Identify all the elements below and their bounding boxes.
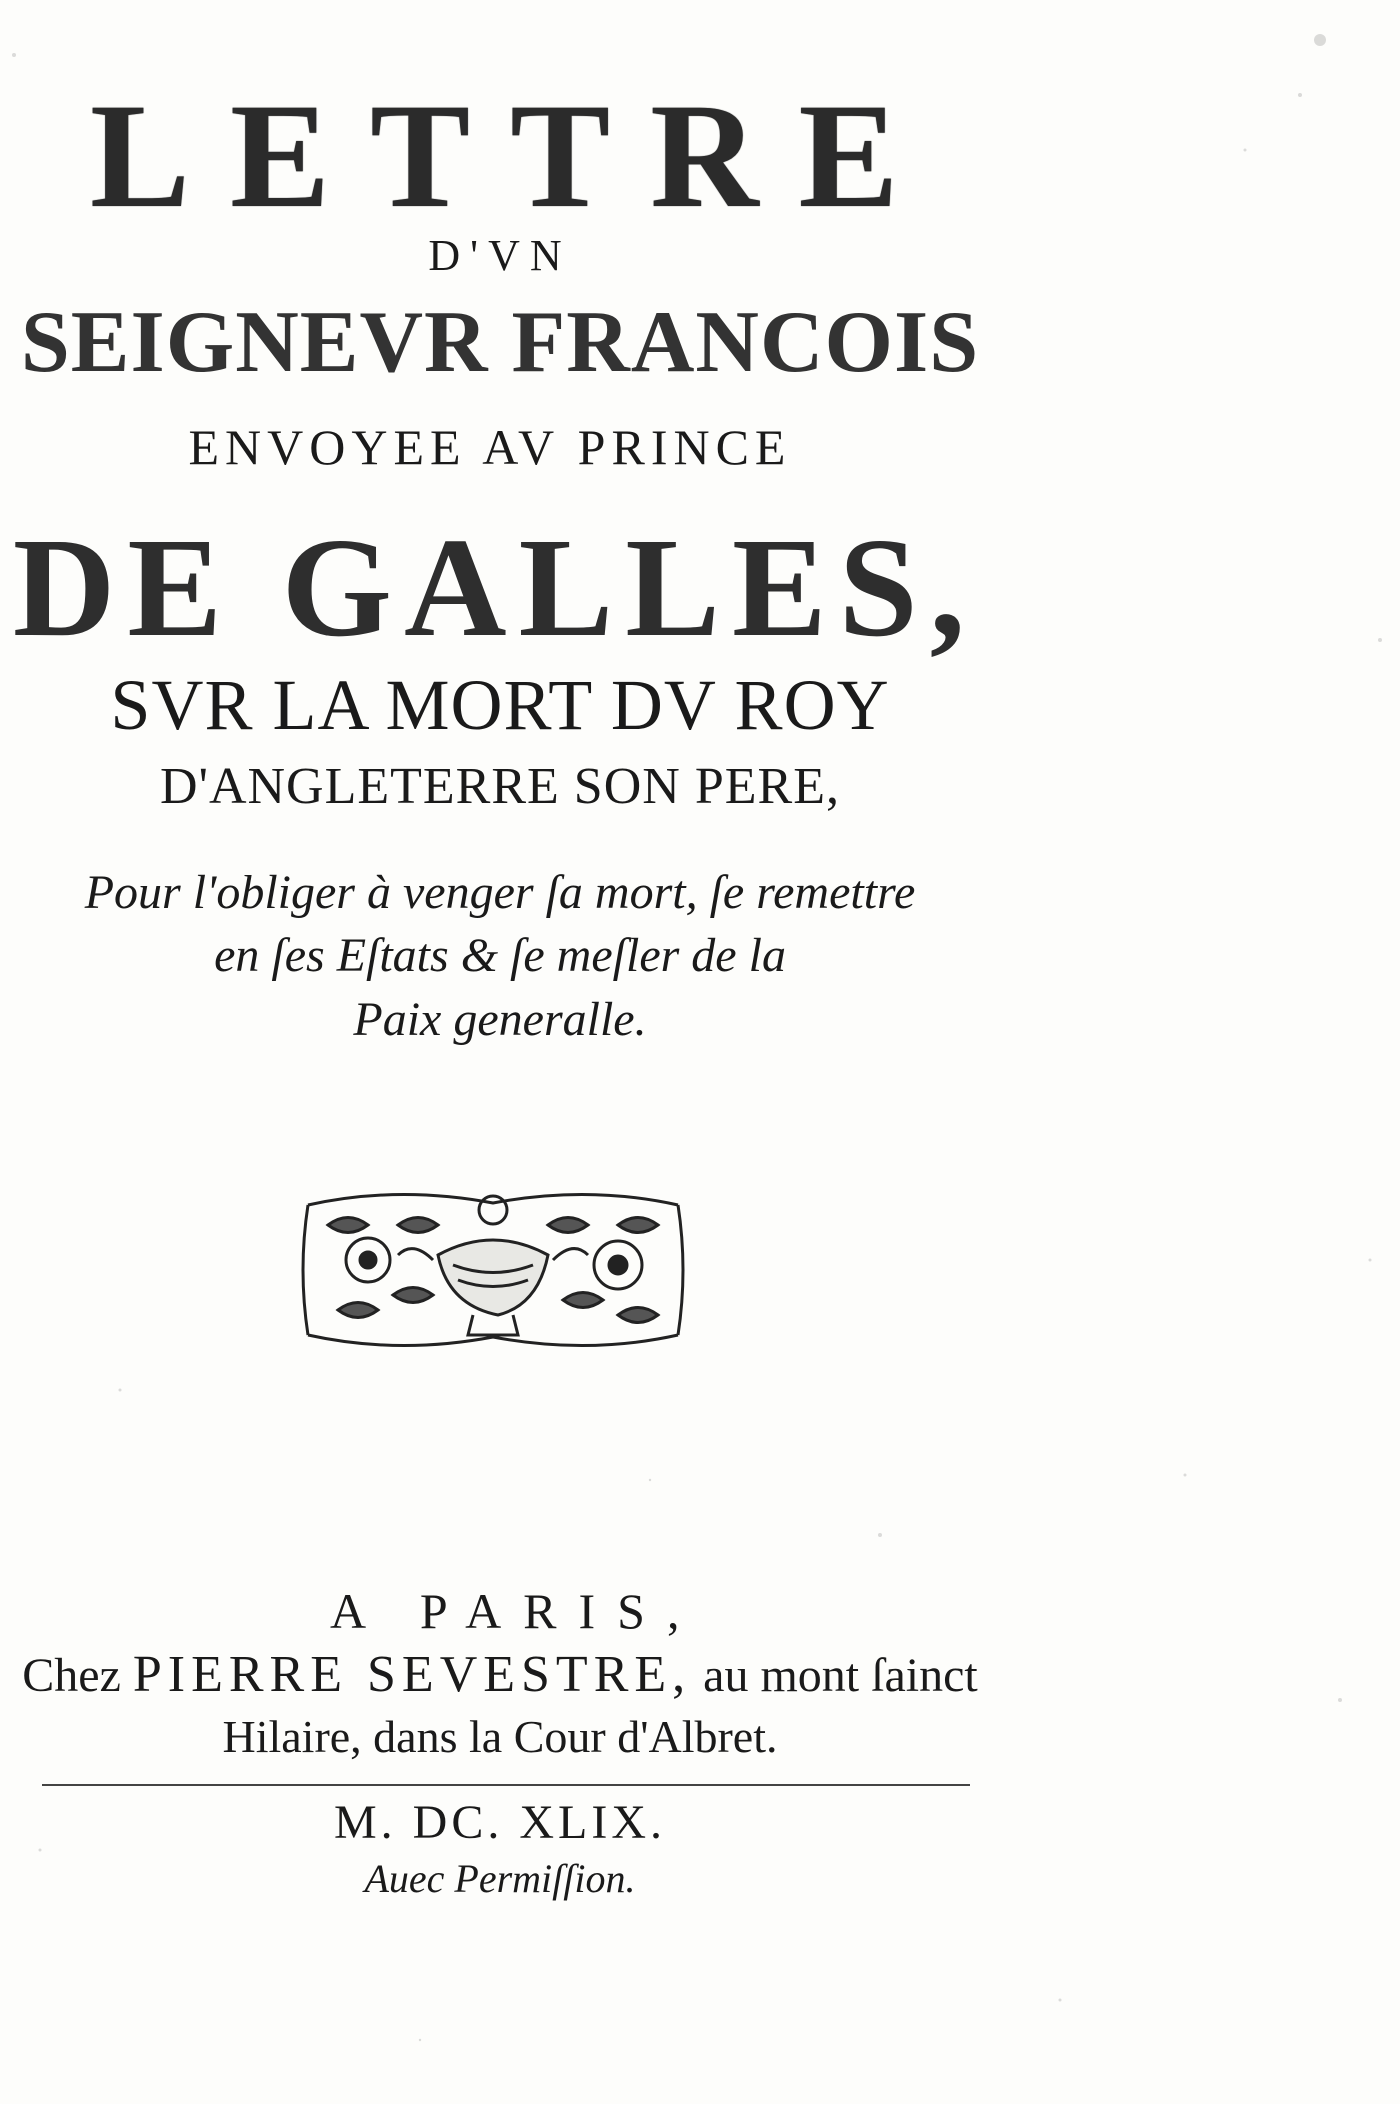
imprint-date: M. DC. XLIX.: [334, 1796, 666, 1849]
subtitle-line-1: Pour l'obliger à venger ſa mort, ſe remettre: [84, 866, 916, 919]
imprint-printer-name: PIERRE SEVESTRE,: [132, 1646, 692, 1703]
title-sur-la-mort: SVR LA MORT DV ROY: [110, 665, 890, 745]
title-envoyee-au-prince: ENVOYEE AV PRINCE: [188, 419, 792, 475]
imprint-printer-prefix: Chez: [22, 1649, 121, 1702]
imprint-place: A PARIS,: [330, 1583, 702, 1639]
imprint-address: Hilaire, dans la Cour d'Albret.: [222, 1711, 778, 1762]
subtitle-line-3: Paix generalle.: [353, 993, 647, 1046]
imprint-printer-suffix: au mont ſainct: [703, 1649, 978, 1702]
floral-vase-ornament-icon: [298, 1185, 688, 1355]
imprint-divider: [42, 1784, 970, 1786]
subtitle-line-2: en ſes Eſtats & ſe meſler de la: [214, 929, 786, 982]
imprint-printer-line: [0, 1645, 1000, 1704]
title-dvn: D'VN: [428, 231, 572, 280]
imprint-permission: Auec Permiſſion.: [364, 1856, 636, 1901]
title-dangleterre: D'ANGLETERRE SON PERE,: [160, 758, 840, 815]
title-lettre: LETTRE: [90, 73, 939, 239]
title-de-galles: DE GALLES,: [12, 508, 978, 666]
title-seigneur-francois: SEIGNEVR FRANCOIS: [20, 294, 980, 391]
